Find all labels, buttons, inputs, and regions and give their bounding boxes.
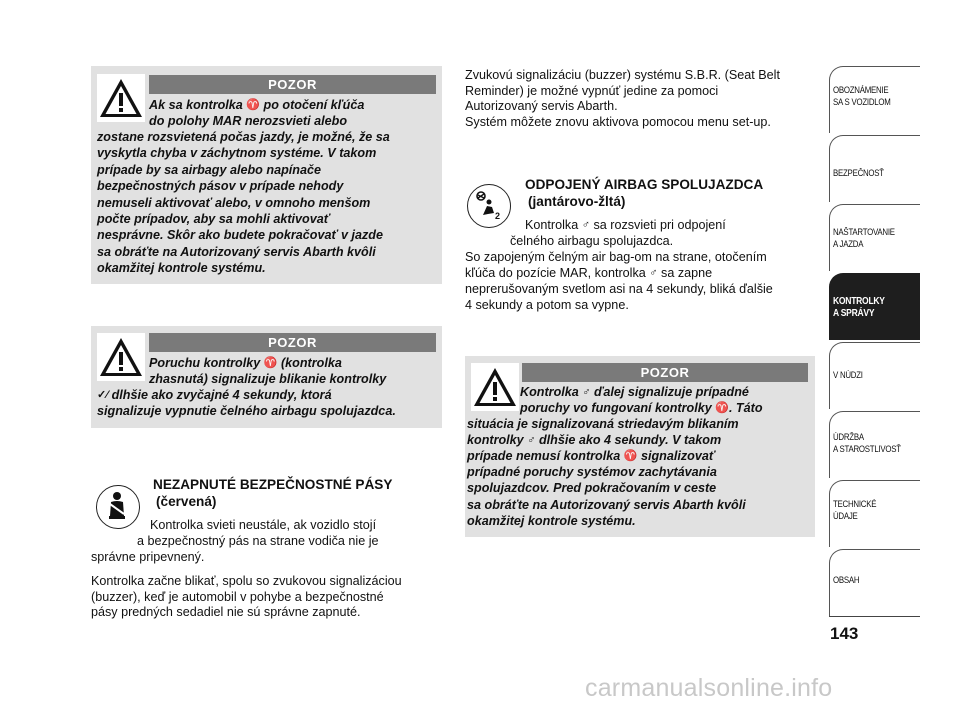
warning-text: Ak sa kontrolka ♈ po otočení kľúča (149, 98, 365, 112)
buzzer-paragraph (465, 68, 817, 130)
seatbelt-icon (96, 485, 140, 529)
warning-text: kontrolky ♂ dlhšie ako 4 sekundy. V takom (467, 433, 722, 447)
paragraph-line: pásy predných sedadiel nie sú správne zapnuté. (91, 605, 361, 620)
warning-text: ✓⁄ dlhšie ako zvyčajné 4 sekundy, ktorá (97, 388, 332, 402)
airbag-off-icon: ✓⁄ (97, 389, 109, 401)
warning-text-block (97, 129, 442, 277)
seatbelt-title: NEZAPNUTÉ BEZPEČNOSTNÉ PÁSY (153, 477, 393, 492)
nav-item-kontrolky[interactable]: KONTROLKY A SPRÁVY (829, 273, 920, 340)
airbag-off-text: neprerušovaným svetlom asi na 4 sekundy, bliká ďalšie (465, 282, 773, 296)
airbag-off-title: ODPOJENÝ AIRBAG SPOLUJAZDCA (525, 177, 764, 192)
paragraph-line: Reminder) je možné vypnúť jedine za pomoci (465, 83, 719, 98)
warning-line: zostane rozsvietená počas jazdy, je možné, že sa (97, 130, 390, 144)
warning-triangle-icon (97, 74, 145, 122)
airbag-warning-icon: ♈ (715, 402, 729, 414)
passenger-airbag-off-icon (467, 184, 511, 228)
warning-line: spolujazdcov. Pred pokračovaním v ceste (467, 481, 717, 496)
airbag-warning-icon: ♈ (246, 99, 260, 111)
airbag-off-text: kľúča do pozície MAR, kontrolka ♂ sa zapne (465, 266, 713, 280)
warning-line: okamžitej kontrole systému. (97, 261, 266, 276)
warning-line: sa obráťte na Autorizovaný servis Abarth kvôli (97, 244, 376, 259)
warning-text: poruchy vo fungovaní kontrolky ♈. Táto (520, 401, 763, 415)
warning-line: počte prípadov, aby sa mohli aktivovať (97, 212, 330, 227)
paragraph-line: (buzzer), keď je automobil v pohybe a bezpečnostné (91, 589, 384, 604)
airbag-off-icon: ♂ (582, 386, 591, 398)
warning-line: okamžitej kontrole systému. (467, 514, 636, 529)
warning-text: prípade nemusí kontrolka ♈ signalizovať (467, 449, 715, 463)
airbag-off-icon: ♂ (649, 267, 658, 279)
watermark: carmanualsonline.info (585, 674, 833, 702)
airbag-warning-icon: ♈ (623, 450, 638, 462)
seatbelt-text: Kontrolka svieti neustále, ak vozidlo stojí (150, 518, 377, 532)
nav-item-v-nudzi[interactable]: V NÚDZI (829, 342, 920, 409)
paragraph-line: Kontrolka začne blikať, spolu so zvukovou signalizáciou (91, 574, 402, 588)
nav-item-obsah[interactable]: OBSAH (829, 549, 920, 616)
nav-item-nastartovanie[interactable]: NAŠTARTOVANIE A JAZDA (829, 204, 920, 271)
warning-line: bezpečnostných pásov v prípade nehody (97, 179, 344, 194)
warning-text: zhasnutá) signalizuje blikanie kontrolky (149, 372, 387, 386)
warning-text: situácia je signalizovaná striedavým blikaním (467, 417, 739, 431)
pozor-label: POZOR (522, 363, 808, 382)
airbag-off-text: 4 sekundy a potom sa vypne. (465, 298, 629, 312)
airbag-off-text: čelného airbagu spolujazdca. (510, 234, 674, 248)
nav-item-bezpecnost[interactable]: BEZPEČNOSŤ (829, 135, 920, 202)
airbag-off-icon: ♂ (527, 434, 536, 446)
warning-triangle-icon (471, 363, 519, 411)
pozor-label: POZOR (149, 75, 436, 94)
nav-item-udrzba[interactable]: ÚDRŽBA A STAROSTLIVOSŤ (829, 411, 920, 478)
paragraph-line: Zvukovú signalizáciu (buzzer) systému S.B.R. (Seat Belt (465, 68, 780, 82)
airbag-off-icon: ♂ (581, 219, 590, 231)
warning-line: nemuseli aktivovať alebo, v omnoho menšom (97, 195, 371, 210)
warning-text: Kontrolka ♂ ďalej signalizuje prípadné (520, 385, 749, 399)
page-number: 143 (830, 624, 859, 643)
warning-triangle-icon (97, 333, 145, 381)
seatbelt-text: a bezpečnostný pás na strane vodiča nie je (137, 534, 379, 548)
airbag-warning-icon: ♈ (263, 357, 278, 369)
seatbelt-paragraph (91, 574, 446, 621)
warning-line: vyskytla chyba v záchytnom systéme. V takom (97, 146, 377, 161)
warning-line: sa obráťte na Autorizovaný servis Abarth kvôli (467, 497, 746, 512)
pozor-label: POZOR (149, 333, 436, 352)
nav-divider (829, 616, 920, 617)
airbag-off-color: (jantárovo-žltá) (528, 194, 626, 209)
paragraph-line: Systém môžete znovu aktivova pomocou menu set-up. (465, 114, 771, 129)
airbag-off-text: Kontrolka ♂ sa rozsvieti pri odpojení (525, 218, 726, 232)
warning-line: prípadné poruchy systémov zachytávania (467, 465, 717, 479)
warning-text: Poruchu kontrolky ♈ (kontrolka (149, 356, 342, 370)
warning-text: signalizuje vypnutie čelného airbagu spolujazdca. (97, 404, 396, 418)
warning-line: prípade by sa airbagy alebo napínače (97, 162, 321, 177)
airbag-off-text: So zapojeným čelným air bag-om na strane, otočením (465, 250, 767, 264)
seatbelt-color: (červená) (156, 494, 217, 509)
warning-text-block (467, 464, 812, 530)
paragraph-line: Autorizovaný servis Abarth. (465, 99, 618, 114)
warning-line: nesprávne. Skôr ako budete pokračovať v jazde (97, 228, 384, 243)
svg-text:2: 2 (495, 211, 501, 221)
nav-item-technicke-udaje[interactable]: TECHNICKÉ ÚDAJE (829, 480, 920, 547)
nav-item-oboznamenie[interactable]: OBOZNÁMENIE SA S VOZIDLOM (829, 66, 920, 133)
seatbelt-text: správne pripevnený. (91, 550, 205, 564)
warning-text: do polohy MAR nerozsvieti alebo (149, 114, 348, 128)
